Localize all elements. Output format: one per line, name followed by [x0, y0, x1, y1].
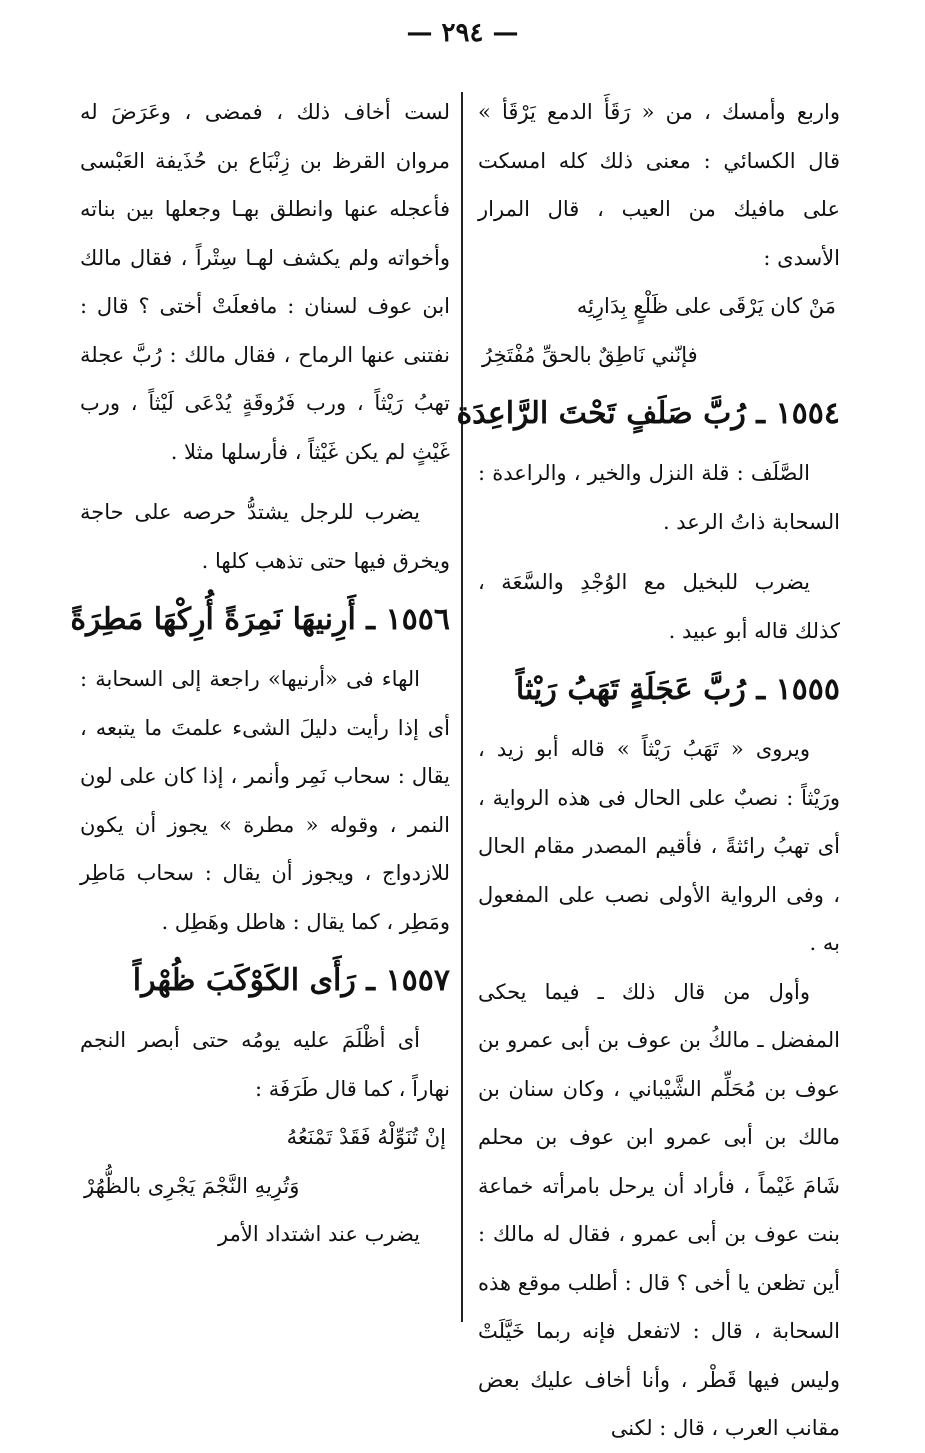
- verse-line: مَنْ كان يَرْقَى على ظَلْعٍ بِدَارِئِه: [576, 294, 836, 318]
- paragraph: واربع وأمسك ، من « رَقَأَ الدمع يَرْقَأ » قال الكسائي : معنى ذلك كله امسكت على مافيك من العيب ، قال المرار الأسدى :: [478, 100, 840, 270]
- proverb-heading-1556: ١٥٥٦ ـ أَرِنيهَا نَمِرَةً أُرِكْهَا مَطِرَةً: [70, 602, 450, 637]
- left-column: [70, 88, 450, 1259]
- verse-line: وَتُرِيهِ النَّجْمَ يَجْرِى بالظُّهُرْ: [84, 1173, 300, 1198]
- paragraph: يضرب للبخيل مع الوُجْدِ والسَّعَة ، كذلك قاله أبو عبيد .: [478, 570, 840, 643]
- paragraph: الصَّلَف : قلة النزل والخير ، والراعدة : السحابة ذاتُ الرعد .: [478, 461, 840, 534]
- proverb-heading-1557: ١٥٥٧ ـ رَأَى الكَوْكَبَ ظُهْراً: [132, 963, 450, 998]
- paragraph: لست أخاف ذلك ، فمضى ، وعَرَضَ له مروان القرظ بن زِنْبَاع بن حُذَيفة العَبْسى فأعجله عنها وانطلق بهـا وجعلها بين بناته وأخواته ولم يكشف لهـا سِتْراً ، فقال مالك ابن عوف لسنان : مافعلَتْ أختى ؟ قال : نفتنى عنها الرماح ، فقال مالك : رُبَّ عجلة تهبُ رَيْثاً ، ورب فَرُوقَةٍ يُدْعَى لَيْثاً ، ورب غَيْثٍ لم يكن غَيْثاً ، فأرسلها مثلا .: [80, 100, 450, 464]
- paragraph: وأول من قال ذلك ـ فيما يحكى المفضل ـ مالكُ بن عوف بن أبى عمرو بن عوف بن مُحَلِّم الشَّيْباني ، وكان سنان بن مالك بن أبى عمرو ابن عوف بن محلم شَامَ غَيْماً ، فأراد أن يرحل بامرأته خماعة بنت عوف بن أبى عمرو ، فقال له مالك : أين تظعن يا أخى ؟ قال : أطلب موقع هذه السحابة ، قال : لاتفعل فإنه ربما خَيَّلَتْ وليس فيها قَطْر ، وأنا أخاف عليك بعض مقانب العرب ، قال : لكنى: [478, 979, 840, 1440]
- paragraph: يضرب عند اشتداد الأمر: [218, 1222, 420, 1246]
- paragraph: يضرب للرجل يشتدُّ حرصه على حاجة ويخرق فيها حتى تذهب كلها .: [80, 500, 450, 573]
- paragraph: الهاء فى «أرنيها» راجعة إلى السحابة : أى إذا رأيت دليلَ الشىء علمتَ ما يتبعه ، يقال : سحاب نَمِر وأنمر ، إذا كان على لون النمر ، وقوله « مطرة » يجوز أن يكون للازدواج ، ويجوز أن يقال : سحاب مَاطِر ومَطِر ، كما يقال : هاطل وهَطِل .: [80, 667, 450, 934]
- verse-line: إنْ تُنَوِّلْهُ فَقَدْ تَمْنَعُهُ: [286, 1125, 446, 1149]
- paragraph: أى أظْلَمَ عليه يومُه حتى أبصر النجم نهاراً ، كما قال طَرَفَة :: [80, 1028, 450, 1101]
- proverb-heading-1554: ١٥٥٤ ـ رُبَّ صَلَفٍ تَحْتَ الرَّاعِدَة: [456, 396, 840, 431]
- paragraph: ويروى « تَهَبُ رَيْثاً » قاله أبو زيد ، ورَيْثاً : نصبٌ على الحال فى هذه الرواية ، أى تهبُ رائثةً ، فأقيم المصدر مقام الحال ، وفى الرواية الأولى نصب على المفعول به .: [478, 737, 840, 955]
- right-column: [456, 88, 840, 1453]
- column-divider: [461, 92, 463, 1322]
- proverb-heading-1555: ١٥٥٥ ـ رُبَّ عَجَلَةٍ تَهَبُ رَيْثاً: [515, 672, 840, 707]
- verse-line: فإنّني نَاطِقٌ بالحقِّ مُفْتَخِرُ: [482, 342, 698, 367]
- page-number: — ٢٩٤ —: [406, 18, 519, 48]
